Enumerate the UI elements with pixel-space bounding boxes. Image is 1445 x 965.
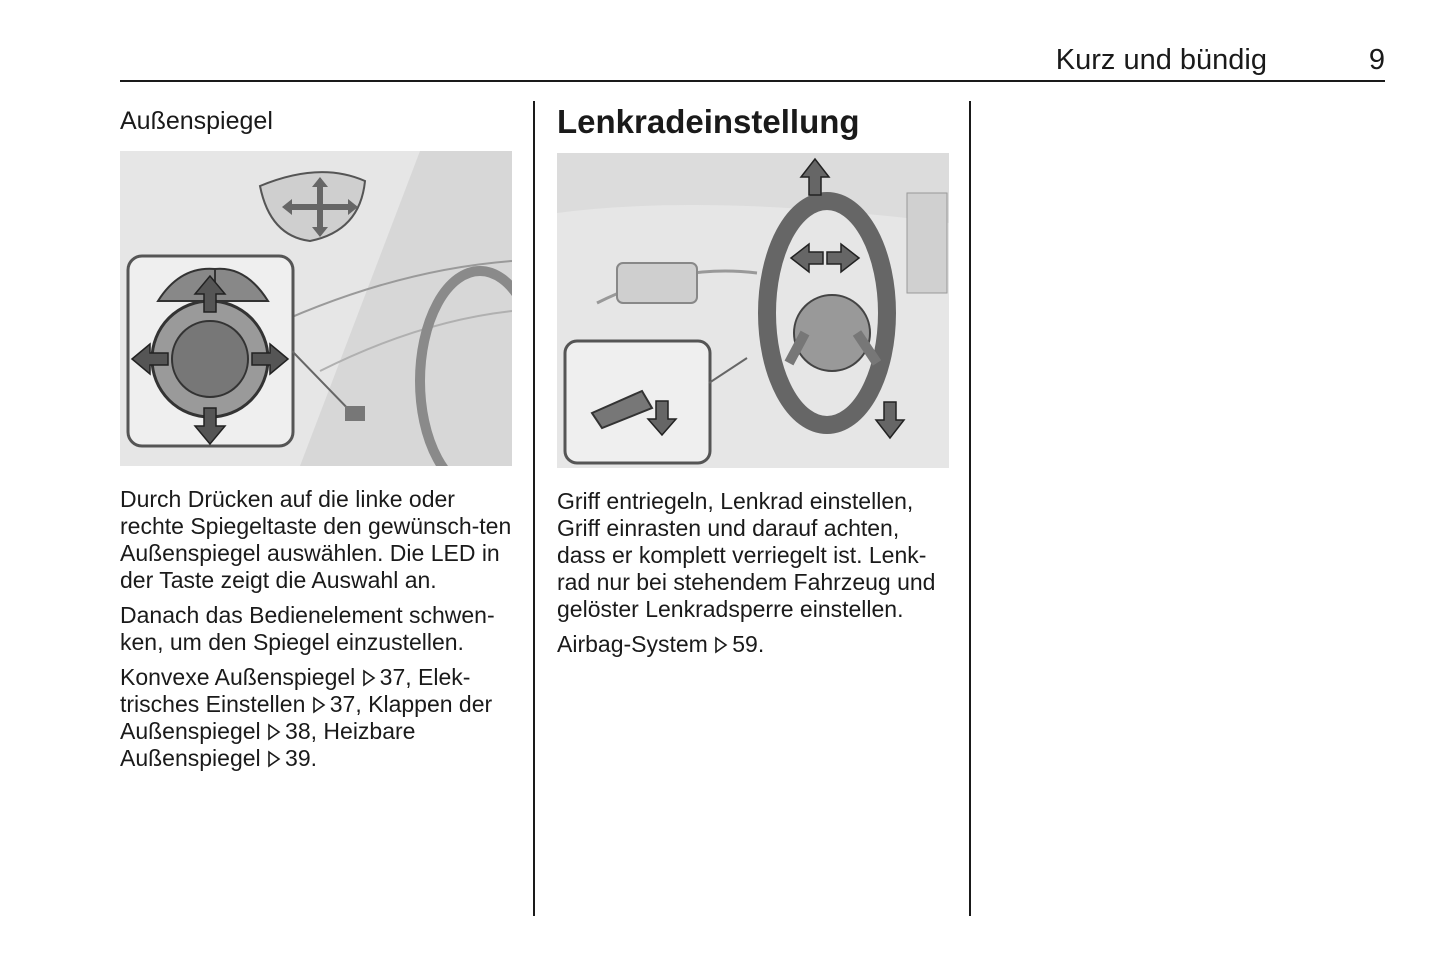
reference-link[interactable]: Elek-trisches Einstellen 37 [120, 664, 471, 717]
section-steering-wheel-adjustment [557, 100, 952, 666]
paragraph: Danach das Bedienelement schwen-ken, um den Spiegel einzustellen. [120, 602, 495, 655]
cross-reference-paragraph: Konvexe Außenspiegel 37, Elek-trisches Einstellen 37, Klappen der Außenspiegel 38, Heizbare Außenspiegel 39. [120, 664, 493, 771]
reference-link[interactable]: Konvexe Außenspiegel 37 [120, 664, 406, 690]
steering-adjustment-illustration [557, 153, 949, 468]
paragraph: Griff entriegeln, Lenkrad einstellen, Griff einrasten und darauf achten, dass er komplett verriegelt ist. Lenk-rad nur bei stehendem Fahrzeug und gelöster Lenkradsperre einstellen. [557, 488, 936, 622]
page-reference-arrow-icon [267, 750, 281, 768]
section-exterior-mirrors [120, 100, 515, 780]
column-divider [533, 101, 535, 916]
page-reference-arrow-icon [362, 669, 376, 687]
cross-reference-paragraph: Airbag-System 59. [557, 631, 765, 657]
paragraph: Durch Drücken auf die linke oder rechte Spiegeltaste den gewünsch-ten Außenspiegel auswählen. Die LED in der Taste zeigt die Auswahl an. [120, 486, 512, 593]
page-reference-arrow-icon [267, 723, 281, 741]
page-reference-arrow-icon [714, 636, 728, 654]
reference-link[interactable]: Heizbare Außenspiegel 39 [120, 718, 416, 771]
page-number: 9 [1368, 44, 1385, 76]
running-header-title: Kurz und bündig [1055, 44, 1267, 76]
section-heading: Außenspiegel [120, 107, 273, 135]
page-reference-arrow-icon [312, 696, 326, 714]
column-divider [969, 101, 971, 916]
mirror-adjustment-illustration [120, 151, 512, 466]
reference-link[interactable]: Klappen der Außenspiegel 38 [120, 691, 493, 744]
header-rule [120, 80, 1385, 82]
reference-link[interactable]: Airbag-System 59 [557, 631, 758, 657]
section-heading: Lenkradeinstellung [557, 103, 860, 140]
